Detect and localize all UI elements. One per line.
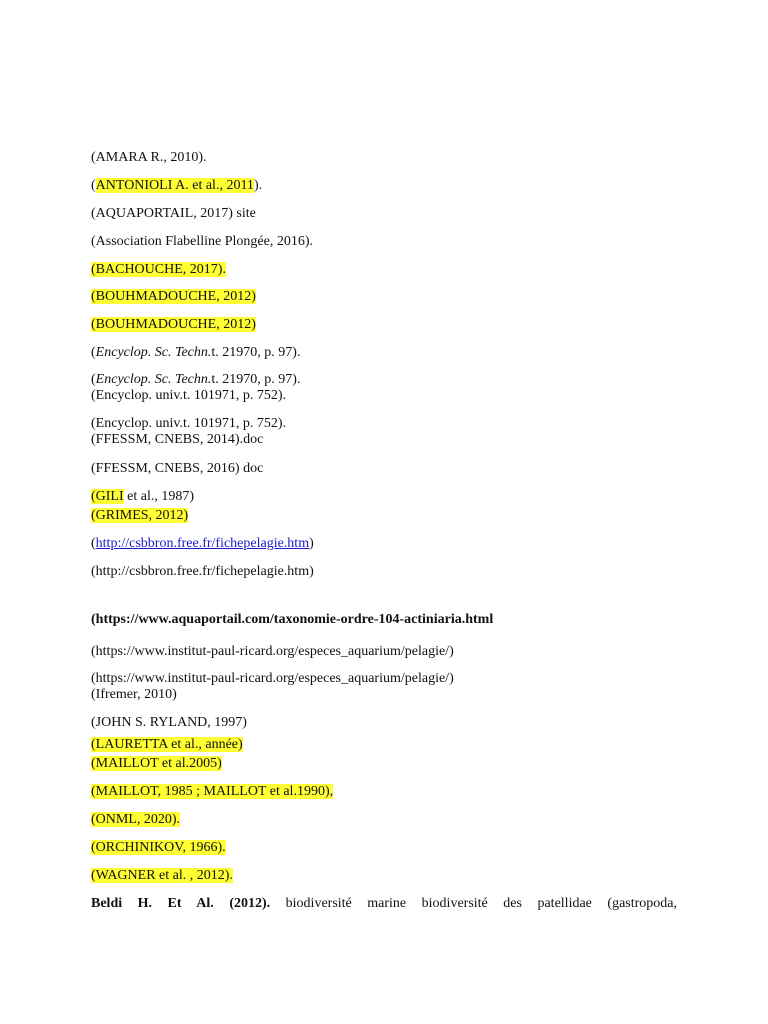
ref-bachouche-highlight: (BACHOUCHE, 2017). — [91, 262, 226, 277]
ref-encyclop-techn-1 — [91, 345, 300, 361]
ref-lauretta-highlight: (LAURETTA et al., année) — [91, 737, 243, 752]
ref-institut-ricard-2: (https://www.institut-paul-ricard.org/especes_aquarium/pelagie/) — [91, 671, 454, 686]
ref-encyclop-techn-2-open: ( — [91, 372, 96, 387]
ref-beldi — [91, 896, 677, 912]
ref-encyclop-techn-2-title: Encyclop. Sc. Techn. — [95, 372, 212, 387]
ref-antonioli-highlight: ANTONIOLI A. et al., 2011 — [95, 178, 254, 193]
ref-encyclop-techn-1-open: ( — [91, 345, 96, 360]
ref-maillot-1985-highlight: (MAILLOT, 1985 ; MAILLOT et al.1990), — [91, 784, 334, 799]
ref-encyclop-univ-1: (Encyclop. univ.t. 101971, p. 752). — [91, 388, 287, 403]
ref-wagner-highlight: (WAGNER et al. , 2012). — [91, 868, 233, 883]
ref-bouhmadouche-1-highlight: (BOUHMADOUCHE, 2012) — [91, 289, 256, 304]
ref-ifremer: (Ifremer, 2010) — [91, 687, 177, 702]
ref-institut-ricard-1: (https://www.institut-paul-ricard.org/especes_aquarium/pelagie/) — [91, 644, 454, 659]
ref-bachouche — [91, 262, 226, 278]
ref-wagner — [91, 868, 233, 884]
ref-beldi-title: biodiversité marine biodiversité des patellidae (gastropoda, — [270, 896, 677, 911]
ref-amara: (AMARA R., 2010). — [91, 150, 207, 165]
ref-grimes — [91, 508, 188, 524]
ref-csbbron-link-open: ( — [91, 536, 96, 551]
ref-gili — [91, 489, 194, 505]
ref-lauretta — [91, 737, 243, 753]
ref-aquaportail: (AQUAPORTAIL, 2017) site — [91, 206, 256, 221]
ref-flabelline: (Association Flabelline Plongée, 2016). — [91, 234, 314, 249]
ref-encyclop-techn-2-rest: t. 21970, p. 97). — [211, 372, 301, 387]
ref-maillot-2005 — [91, 756, 222, 772]
ref-encyclop-univ-2: (Encyclop. univ.t. 101971, p. 752). — [91, 416, 287, 431]
ref-antonioli — [91, 178, 262, 194]
ref-encyclop-techn-2 — [91, 372, 300, 388]
ref-aquaportail-url: (https://www.aquaportail.com/taxonomie-ordre-104-actiniaria.html — [91, 612, 494, 627]
csbbron-hyperlink[interactable]: http://csbbron.free.fr/fichepelagie.htm — [95, 536, 310, 551]
ref-csbbron-plain: (http://csbbron.free.fr/fichepelagie.htm) — [91, 564, 314, 579]
ref-beldi-authors: Beldi H. Et Al. (2012). — [91, 896, 271, 911]
ref-bouhmadouche-2 — [91, 317, 256, 333]
ref-csbbron-link — [91, 536, 314, 552]
ref-encyclop-techn-1-title: Encyclop. Sc. Techn. — [95, 345, 212, 360]
ref-onml — [91, 812, 180, 828]
ref-ffessm-2014: (FFESSM, CNEBS, 2014).doc — [91, 432, 264, 447]
ref-maillot-2005-highlight: (MAILLOT et al.2005) — [91, 756, 222, 771]
ref-orchinikov — [91, 840, 226, 856]
ref-antonioli-open: ( — [91, 178, 96, 193]
ref-bouhmadouche-1 — [91, 289, 256, 305]
ref-onml-highlight: (ONML, 2020). — [91, 812, 181, 827]
ref-maillot-1985 — [91, 784, 333, 800]
ref-orchinikov-highlight: (ORCHINIKOV, 1966). — [91, 840, 226, 855]
ref-gili-highlight: (GILI — [91, 489, 124, 504]
ref-encyclop-techn-1-rest: t. 21970, p. 97). — [211, 345, 301, 360]
ref-ffessm-2016: (FFESSM, CNEBS, 2016) doc — [91, 461, 264, 476]
ref-grimes-highlight: (GRIMES, 2012) — [91, 508, 189, 523]
ref-ryland: (JOHN S. RYLAND, 1997) — [91, 715, 247, 730]
ref-antonioli-close: ). — [253, 178, 263, 193]
ref-csbbron-link-close: ) — [309, 536, 314, 551]
ref-gili-rest: et al., 1987) — [123, 489, 195, 504]
ref-bouhmadouche-2-highlight: (BOUHMADOUCHE, 2012) — [91, 317, 256, 332]
